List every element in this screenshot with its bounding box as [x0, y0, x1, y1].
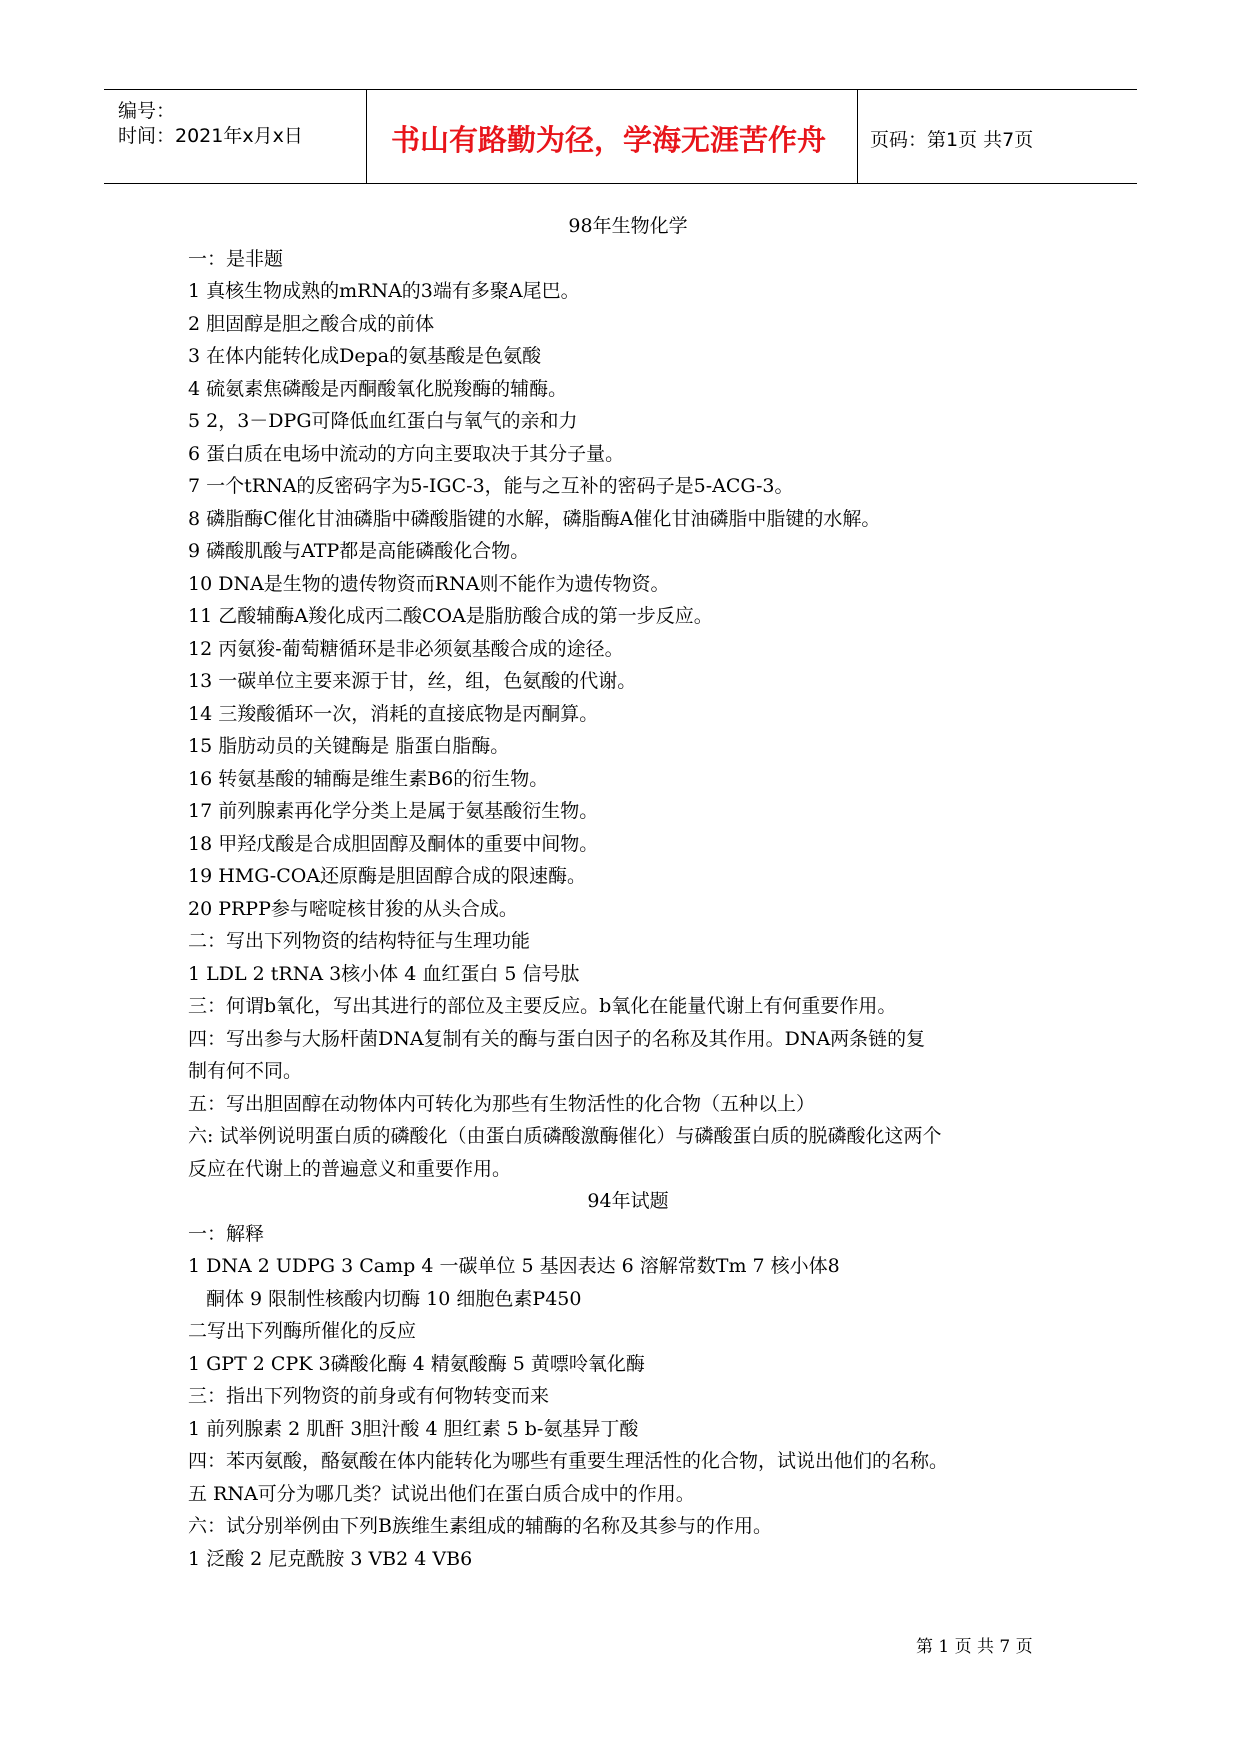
text-line: 六: 试举例说明蛋白质的磷酸化（由蛋白质磷酸激酶催化）与磷酸蛋白质的脱磷酸化这两个 [188, 1125, 942, 1147]
section-title: 94年试题 [587, 1190, 669, 1212]
text-line: 四：苯丙氨酸，酪氨酸在体内能转化为哪些有重要生理活性的化合物，试说出他们的名称。 [188, 1450, 949, 1472]
header-motto: 书山有路勤为径，学海无涯苦作舟 [391, 123, 827, 157]
text-line: 8 磷脂酶C催化甘油磷脂中磷酸脂键的水解，磷脂酶A催化甘油磷脂中脂键的水解。 [188, 507, 881, 530]
text-line: 17 前列腺素再化学分类上是属于氨基酸衍生物。 [188, 800, 599, 822]
document-time-label: 时间：2021年x月x日 [118, 125, 303, 147]
text-line: 18 甲羟戊酸是合成胆固醇及酮体的重要中间物。 [188, 832, 599, 855]
text-line: 2 胆固醇是胆之酸合成的前体 [188, 312, 435, 335]
text-line: 20 PRPP参与嘧啶核甘狻的从头合成。 [188, 897, 518, 920]
text-line: 5 2，3－DPG可降低血红蛋白与氧气的亲和力 [188, 410, 578, 432]
text-line: 1 泛酸 2 尼克酰胺 3 VB2 4 VB6 [188, 1547, 473, 1570]
text-line: 酮体 9 限制性核酸内切酶 10 细胞色素P450 [206, 1287, 582, 1310]
text-line: 三：指出下列物资的前身或有何物转变而来 [188, 1385, 550, 1407]
text-line: 4 硫氨素焦磷酸是丙酮酸氧化脱羧酶的辅酶。 [188, 377, 568, 400]
text-line: 二写出下列酶所催化的反应 [188, 1320, 417, 1342]
header-page-cell [858, 90, 1137, 183]
document-body [188, 210, 1068, 1575]
page-footer: 第 1 页 共 7 页 [916, 1637, 1033, 1657]
text-line: 1 真核生物成熟的mRNA的3端有多聚A尾巴。 [188, 280, 580, 302]
document-number-label: 编号： [118, 100, 176, 122]
header-motto-cell [367, 90, 858, 183]
text-line: 五 RNA可分为哪几类？试说出他们在蛋白质合成中的作用。 [188, 1482, 695, 1505]
text-line: 12 丙氨狻-葡萄糖循环是非必须氨基酸合成的途径。 [188, 637, 624, 660]
text-line: 11 乙酸辅酶A羧化成丙二酸COA是脂肪酸合成的第一步反应。 [188, 605, 713, 627]
header-page-number: 页码：第1页 共7页 [870, 129, 1034, 151]
text-line: 9 磷酸肌酸与ATP都是高能磷酸化合物。 [188, 540, 530, 562]
text-line: 五：写出胆固醇在动物体内可转化为那些有生物活性的化合物（五种以上） [188, 1092, 816, 1115]
text-line: 三：何谓b氧化，写出其进行的部位及主要反应。b氧化在能量代谢上有何重要作用。 [188, 995, 897, 1017]
text-line: 1 DNA 2 UDPG 3 Camp 4 一碳单位 5 基因表达 6 溶解常数Tm 7 核小体8 [188, 1255, 840, 1277]
text-line: 六：试分别举例由下列B族维生素组成的辅酶的名称及其参与的作用。 [188, 1515, 772, 1537]
text-line: 10 DNA是生物的遗传物资而RNA则不能作为遗传物资。 [188, 572, 670, 595]
text-line: 反应在代谢上的普遍意义和重要作用。 [188, 1157, 512, 1180]
page-header [104, 89, 1137, 184]
text-line: 制有何不同。 [188, 1060, 303, 1082]
text-line: 6 蛋白质在电场中流动的方向主要取决于其分子量。 [188, 442, 625, 465]
text-line: 一：是非题 [188, 247, 284, 270]
text-line: 19 HMG-COA还原酶是胆固醇合成的限速酶。 [188, 865, 587, 887]
text-line: 二：写出下列物资的结构特征与生理功能 [188, 930, 531, 952]
text-line: 1 前列腺素 2 肌酐 3胆汁酸 4 胆红素 5 b-氨基异丁酸 [188, 1417, 639, 1440]
text-line: 一：解释 [188, 1222, 265, 1245]
text-line: 7 一个tRNA的反密码字为5-IGC-3，能与之互补的密码子是5-ACG-3。 [188, 475, 794, 497]
text-line: 3 在体内能转化成Depa的氨基酸是色氨酸 [188, 345, 542, 367]
header-meta-cell [104, 90, 367, 183]
text-line: 13 一碳单位主要来源于甘，丝，组，色氨酸的代谢。 [188, 670, 637, 692]
text-line: 14 三羧酸循环一次，消耗的直接底物是丙酮算。 [188, 702, 599, 725]
section-title: 98年生物化学 [568, 215, 688, 237]
text-line: 四：写出参与大肠杆菌DNA复制有关的酶与蛋白因子的名称及其作用。DNA两条链的复 [188, 1027, 926, 1050]
text-line: 1 LDL 2 tRNA 3核小体 4 血红蛋白 5 信号肽 [188, 962, 580, 985]
text-line: 15 脂肪动员的关键酶是 脂蛋白脂酶。 [188, 735, 510, 757]
text-line: 16 转氨基酸的辅酶是维生素B6的衍生物。 [188, 767, 549, 790]
text-line: 1 GPT 2 CPK 3磷酸化酶 4 精氨酸酶 5 黄嘌呤氧化酶 [188, 1352, 645, 1375]
